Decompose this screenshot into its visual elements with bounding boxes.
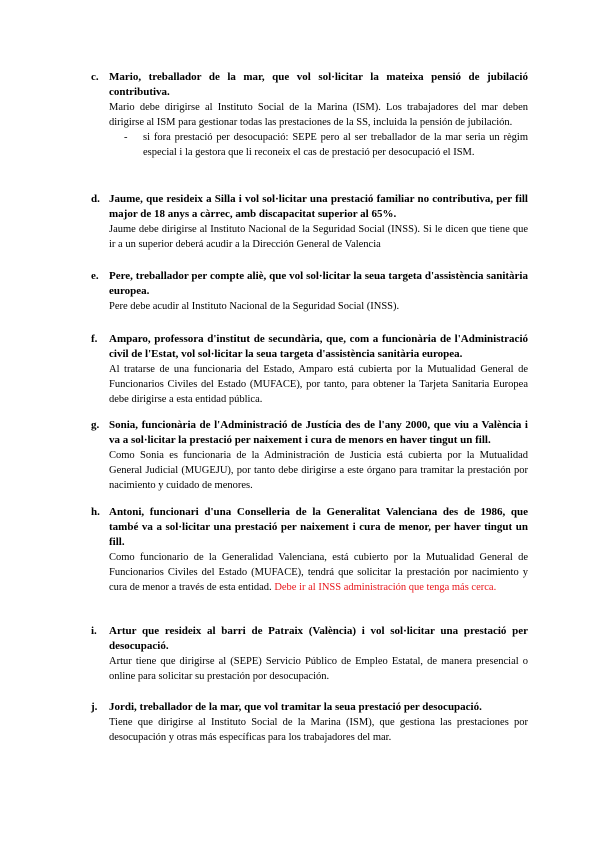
- item-letter: d.: [91, 193, 100, 205]
- item-d: [91, 192, 528, 252]
- answer-text: Como funcionario de la Generalidad Valenciana, está cubierto por la Mutualidad General de Funcionarios Civiles del Estado (MUFACE), tendrá que solicitar la prestación por nacimiento y cura de menor a través de esta entidad.: [109, 552, 528, 593]
- item-answer: Al tratarse de una funcionaria del Estado, Amparo está cubierta por la Mutualidad General de Funcionarios Civiles del Estado (MUFACE), por tanto, para obtener la Tarjeta Sanitaria Europea debe dirigirse a esta entidad pública.: [109, 364, 528, 405]
- item-question: Mario, treballador de la mar, que vol sol·licitar la mateixa pensió de jubilació contributiva.: [109, 71, 528, 98]
- item-h: [91, 505, 528, 595]
- item-c: [91, 70, 528, 160]
- item-i: [91, 624, 528, 684]
- item-f: [91, 332, 528, 407]
- item-g: [91, 418, 528, 493]
- item-letter: e.: [91, 270, 99, 282]
- item-letter: h.: [91, 506, 100, 518]
- item-bullet: [124, 130, 528, 160]
- item-letter: i.: [91, 625, 97, 637]
- item-answer: Artur tiene que dirigirse al (SEPE) Servicio Público de Empleo Estatal, de manera presencial o online para solicitar su prestación por desocupación.: [109, 656, 528, 682]
- item-e: [91, 269, 528, 314]
- item-answer: Pere debe acudir al Instituto Nacional de la Seguridad Social (INSS).: [109, 301, 400, 312]
- bullet-text: si fora prestació per desocupació: SEPE pero al ser treballador de la mar seria un règim especial i la gestora que li reconeix el cas de prestació per desocupació el ISM.: [143, 132, 528, 158]
- dash-bullet-icon: -: [124, 132, 128, 143]
- item-question: Amparo, professora d'institut de secundària, que, com a funcionària de l'Administració civil de l'Estat, vol sol·licitar la seua targeta d'assistència sanitària europea.: [109, 333, 528, 360]
- teacher-correction-note: Debe ir al INSS administración que tenga más cerca.: [274, 582, 497, 593]
- item-question: Pere, treballador per compte aliè, que vol sol·licitar la seua targeta d'assistència sanitària europea.: [109, 270, 528, 297]
- item-question: Antoni, funcionari d'una Conselleria de la Generalitat Valenciana des de 1986, que també va a sol·licitar una prestació per naixement i cura de menor, per haver tingut un fill.: [109, 506, 528, 548]
- item-question: Jaume, que resideix a Silla i vol sol·licitar una prestació familiar no contributiva, per fill major de 18 anys a càrrec, amb discapacitat superior al 65%.: [109, 193, 528, 220]
- item-answer: [109, 550, 528, 595]
- item-question: Artur que resideix al barri de Patraix (València) i vol sol·licitar una prestació per desocupació.: [109, 625, 528, 652]
- item-letter: g.: [91, 419, 100, 431]
- item-answer: Tiene que dirigirse al Instituto Social de la Marina (ISM), que gestiona las prestaciones por desocupación y otras más específicas para los trabajadores del mar.: [109, 717, 528, 743]
- item-answer: Mario debe dirigirse al Instituto Social de la Marina (ISM). Los trabajadores del mar deben dirigirse al ISM para gestionar todas las prestaciones de la SS, incluida la pensión de jubilación.: [109, 102, 528, 128]
- item-j: [91, 700, 528, 745]
- item-answer: Jaume debe dirigirse al Instituto Nacional de la Seguridad Social (INSS). Si le dicen que tiene que ir a un superior deberá acudir a la Dirección General de Valencia: [109, 224, 528, 250]
- item-question: Sonia, funcionària de l'Administració de Justícia des de l'any 2000, que viu a València i va a sol·licitar la prestació per naixement i cura de menors en haver tingut un fill.: [109, 419, 528, 446]
- item-letter: j.: [91, 701, 98, 713]
- item-letter: f.: [91, 333, 98, 345]
- item-answer: Como Sonia es funcionaria de la Administración de Justicia está cubierta por la Mutualidad General Judicial (MUGEJU), por tanto debe dirigirse a este órgano para tramitar la prestación por nacimiento y cuidado de menores.: [109, 450, 528, 491]
- item-question: Jordi, treballador de la mar, que vol tramitar la seua prestació per desocupació.: [109, 701, 482, 713]
- item-letter: c.: [91, 71, 99, 83]
